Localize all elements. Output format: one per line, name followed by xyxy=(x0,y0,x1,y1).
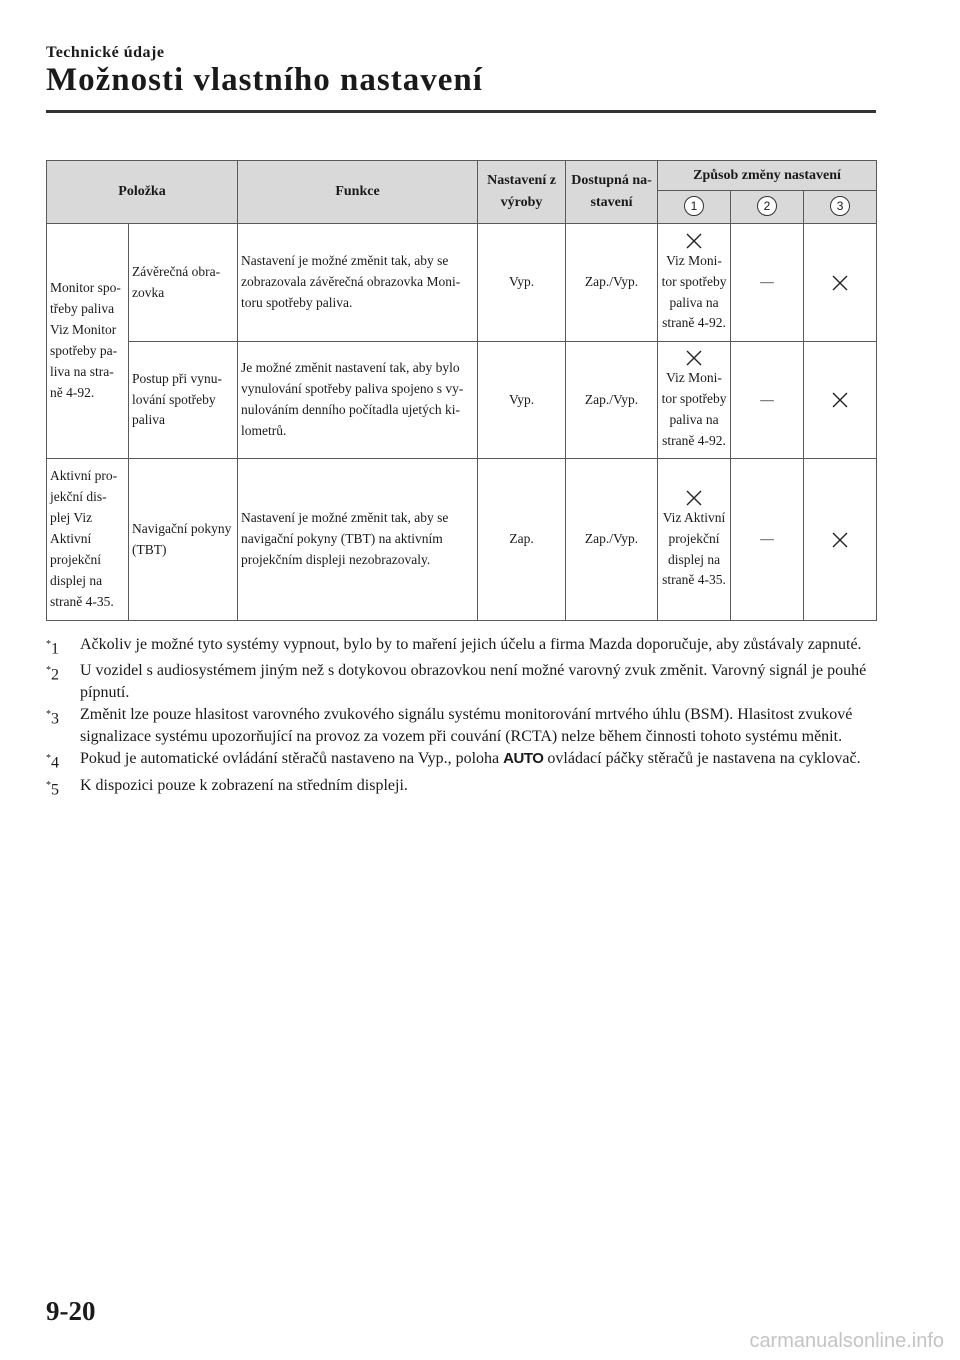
x-icon xyxy=(684,488,704,508)
method-3-cell xyxy=(804,342,877,459)
watermark: carmanualsonline.info xyxy=(749,1330,944,1352)
available-cell: Zap./Vyp. xyxy=(566,342,658,459)
auto-wiper-icon: AUTO xyxy=(503,750,544,768)
footnote-text: Pokud je automatické ovládání stěračů nastaveno na Vyp., poloha AUTO ovládací páčky stěračů je nastavena na cyklovač. xyxy=(80,750,861,768)
method-1-reference: Viz Aktivní projekční displej na straně 4-35. xyxy=(662,509,726,588)
table-row xyxy=(47,342,877,459)
footnote-2 xyxy=(46,660,886,704)
footnote-mark: *1 xyxy=(46,639,59,658)
description-cell: Nastavení je možné změnit tak, aby se zobrazovala závěrečná obrazovka Moni- toru spotřeby paliva. xyxy=(238,224,478,342)
header-function: Funkce xyxy=(238,161,478,224)
footnote-3 xyxy=(46,704,886,748)
footnote-text: Změnit lze pouze hlasitost varovného zvukového signálu systému monitorování mrtvého úhlu (BSM). Hlasitost zvukové signalizace systému upozorňující na provoz za vozem při couvání (RCTA) nelze během činnosti tohoto systému měnit. xyxy=(80,706,853,746)
title-rule xyxy=(46,110,876,113)
circled-number-2: 2 xyxy=(757,196,777,216)
footnote-5 xyxy=(46,775,886,801)
header-method: Způsob změny nastavení xyxy=(658,161,877,191)
circled-number-3: 3 xyxy=(830,196,850,216)
section-label: Technické údaje xyxy=(46,44,165,61)
footnote-text: U vozidel s audiosystémem jiným než s dotykovou obrazovkou není možné varovný zvuk změnit. Varovný signál je pouhé pípnutí. xyxy=(80,662,867,702)
available-cell: Zap./Vyp. xyxy=(566,459,658,621)
page-number: 9-20 xyxy=(46,1296,96,1326)
method-1-reference: Viz Moni- tor spotřeby paliva na straně 4-92. xyxy=(661,252,727,331)
table-row xyxy=(47,224,877,342)
x-icon xyxy=(830,530,850,550)
header-available: Dostupná na- stavení xyxy=(566,161,658,224)
dash-mark: — xyxy=(760,274,774,290)
table-row xyxy=(47,459,877,621)
factory-cell: Vyp. xyxy=(478,224,566,342)
item-cell: Monitor spo- třeby paliva Viz Monitor spotřeby pa- liva na stra- ně 4-92. xyxy=(47,224,129,459)
function-cell: Postup při vynu- lování spotřeby paliva xyxy=(129,342,238,459)
footnote-text: Ačkoliv je možné tyto systémy vypnout, bylo by to maření jejich účelu a firma Mazda doporučuje, aby zůstávaly zapnuté. xyxy=(80,636,862,653)
dash-mark: — xyxy=(760,531,774,547)
method-3-cell xyxy=(804,459,877,621)
footnote-mark: *3 xyxy=(46,709,59,728)
x-icon xyxy=(684,348,704,368)
footnote-4 xyxy=(46,748,886,774)
footnote-1 xyxy=(46,634,886,660)
x-icon xyxy=(830,390,850,410)
settings-table xyxy=(46,160,877,621)
available-cell: Zap./Vyp. xyxy=(566,224,658,342)
footnote-mark: *2 xyxy=(46,665,59,684)
header-method-1 xyxy=(658,191,731,224)
footnotes xyxy=(46,634,886,801)
dash-mark: — xyxy=(760,391,774,407)
x-icon xyxy=(830,273,850,293)
method-1-reference: Viz Moni- tor spotřeby paliva na straně 4-92. xyxy=(661,370,727,448)
method-3-cell xyxy=(804,224,877,342)
description-cell: Nastavení je možné změnit tak, aby se navigační pokyny (TBT) na aktivním projekčním displeji nezobrazovaly. xyxy=(238,459,478,621)
circled-number-1: 1 xyxy=(684,196,704,216)
method-2-cell xyxy=(731,342,804,459)
x-icon xyxy=(684,231,704,251)
method-1-cell xyxy=(658,224,731,342)
item-cell: Aktivní pro- jekční dis- plej Viz Aktivní projekční displej na straně 4-35. xyxy=(47,459,129,621)
method-1-cell xyxy=(658,459,731,621)
footnote-text: K dispozici pouze k zobrazení na středním displeji. xyxy=(80,776,408,794)
header-method-3 xyxy=(804,191,877,224)
method-1-cell xyxy=(658,342,731,459)
factory-cell: Zap. xyxy=(478,459,566,621)
factory-cell: Vyp. xyxy=(478,342,566,459)
footnote-mark: *4 xyxy=(46,753,59,772)
method-2-cell xyxy=(731,224,804,342)
function-cell: Závěrečná obra- zovka xyxy=(129,224,238,342)
function-cell: Navigační pokyny (TBT) xyxy=(129,459,238,621)
description-cell: Je možné změnit nastavení tak, aby bylo vynulování spotřeby paliva spojeno s vy- nulováním denního počítadla ujetých ki- lometrů. xyxy=(238,342,478,459)
footnote-mark: *5 xyxy=(46,779,59,798)
method-2-cell xyxy=(731,459,804,621)
header-factory: Nastavení z výroby xyxy=(478,161,566,224)
header-method-2 xyxy=(731,191,804,224)
page-title: Možnosti vlastního nastavení xyxy=(46,62,483,98)
header-item: Položka xyxy=(47,161,238,224)
